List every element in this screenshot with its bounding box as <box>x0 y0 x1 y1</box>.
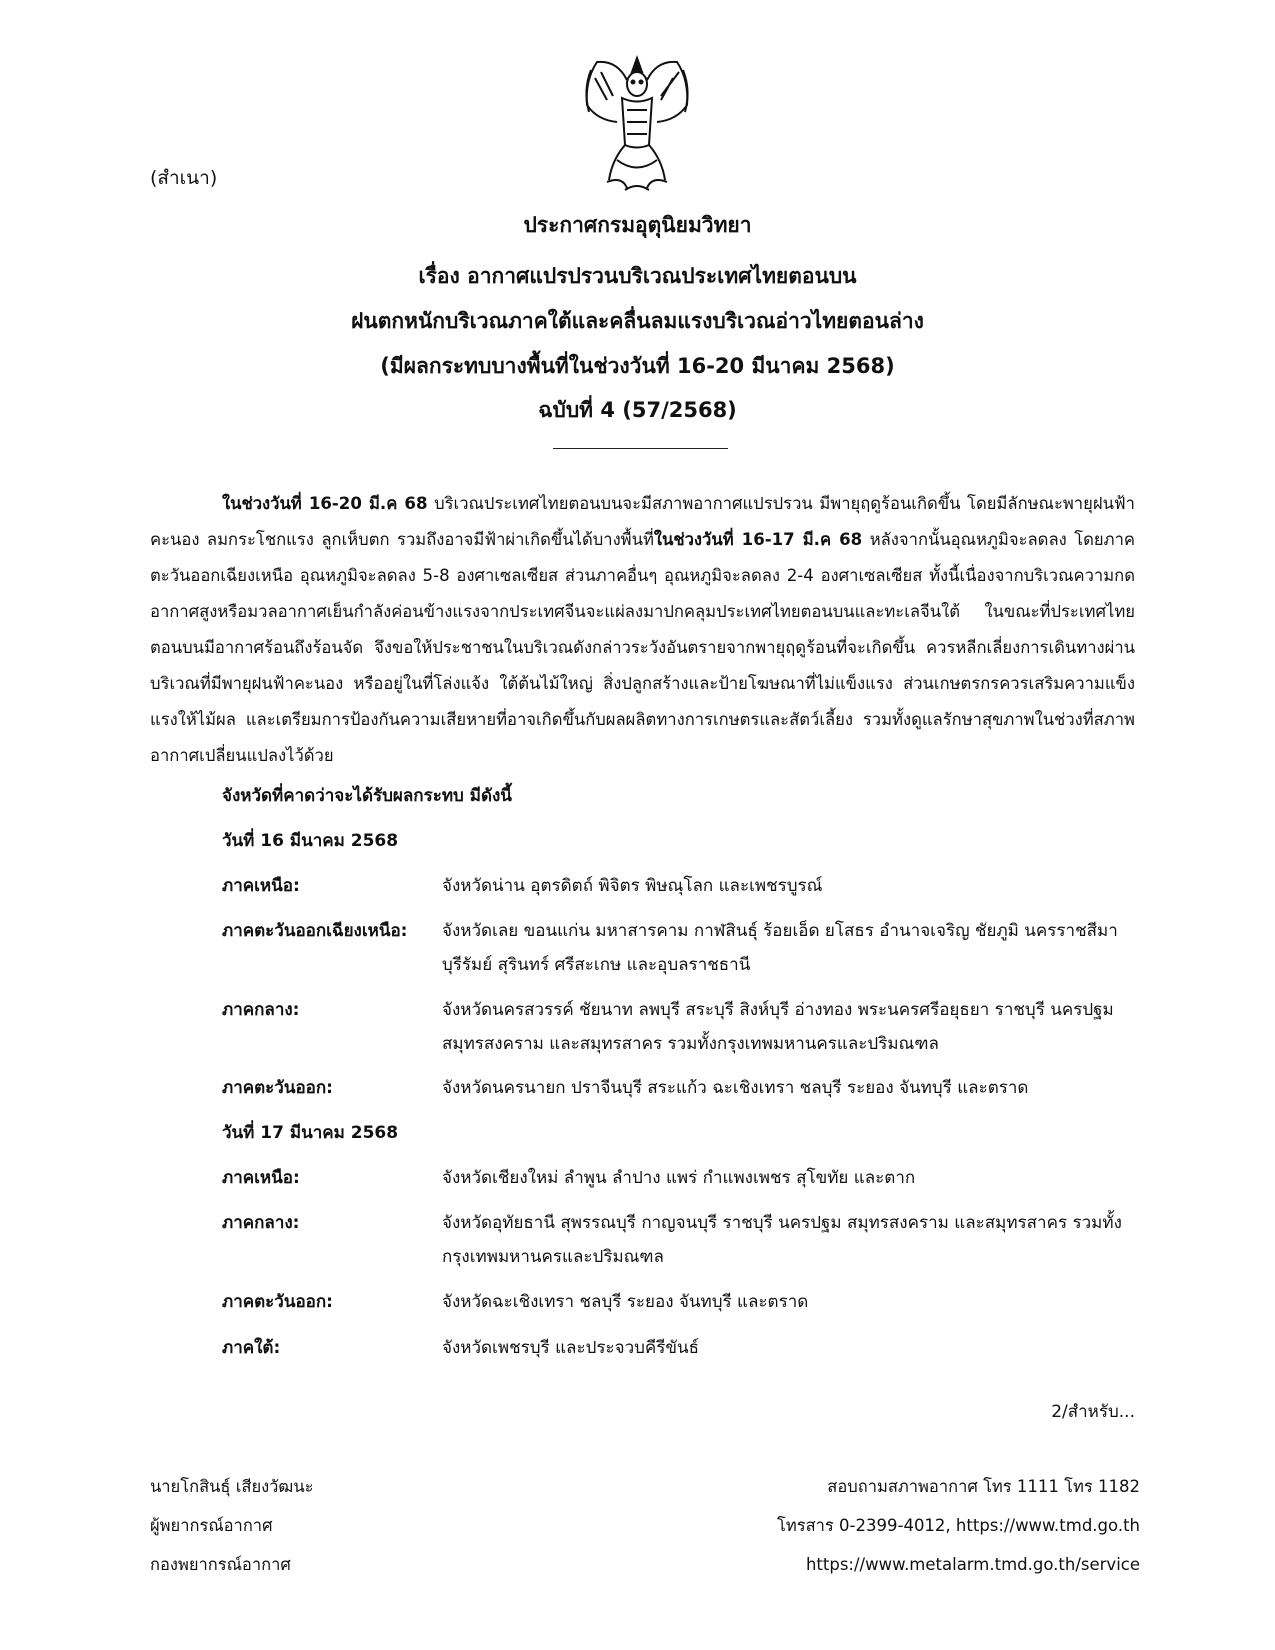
subject-line-1: เรื่อง อากาศแปรปรวนบริเวณประเทศไทยตอนบน <box>418 264 857 288</box>
paragraph-text-2: หลังจากนั้นอุณหภูมิจะลดลง โดยภาคตะวันออกเฉียงเหนือ อุณหภูมิจะลดลง 5-8 องศาเซลเซียส ส่วนภาคอื่นๆ อุณหภูมิจะลดลง 2-4 องศาเซลเซียส ทั้งนี้เนื่องจากบริเวณความกดอากาศสูงหรือมวลอากาศเย็นกำลังค่อนข้างแรงจากประเทศจีนจะแผ่ลงมาปกคลุมประเทศไทยตอนบนและทะเลจีนใต้ ในขณะที่ประเทศไทยตอนบนมีอากาศร้อนถึงร้อนจัด จึงขอให้ประชาชนในบริเวณดังกล่าวระวังอันตรายจากพายุฤดูร้อนที่จะเกิดขึ้น ควรหลีกเลี่ยงการเดินทางผ่านบริเวณที่มีพายุฝนฟ้าคะนอง หรืออยู่ในที่โล่งแจ้ง ใต้ต้นไม้ใหญ่ สิ่งปลูกสร้างและป้ายโฆษณาที่ไม่แข็งแรง ส่วนเกษตรกรควรเสริมความแข็งแรงให้ไม้ผล และเตรียมการป้องกันความเสียหายที่อาจเกิดขึ้นกับผลผลิตทางการเกษตรและสัตว์เลี้ยง รวมทั้งดูแลรักษาสุขภาพในช่วงที่สภาพอากาศเปลี่ยนแปลงไว้ด้วย <box>150 530 1135 765</box>
continue-mark: 2/สำหรับ... <box>1051 1402 1135 1422</box>
day-title: วันที่ 16 มีนาคม 2568 <box>222 831 399 851</box>
region-provinces: จังหวัดเลย ขอนแก่น มหาสารคาม กาฬสินธุ์ ร้อยเอ็ด ยโสธร อำนาจเจริญ ชัยภูมิ นครราชสีมา บุรีรัมย์ สุรินทร์ ศรีสะเกษ และอุบลราชธานี <box>442 921 1118 975</box>
contact-fax-website: โทรสาร 0-2399-4012, https://www.tmd.go.th <box>777 1516 1140 1535</box>
issue-number: ฉบับที่ 4 (57/2568) <box>538 398 737 422</box>
region-label: ภาคตะวันออก: <box>222 1078 333 1098</box>
footer-contact <box>777 1467 1140 1584</box>
day-title: วันที่ 17 มีนาคม 2568 <box>222 1123 399 1143</box>
subject-line-3: (มีผลกระทบบางพื้นที่ในช่วงวันที่ 16-20 มีนาคม 2568) <box>380 354 895 378</box>
copy-mark: (สำเนา) <box>150 167 218 189</box>
region-provinces: จังหวัดอุทัยธานี สุพรรณบุรี กาญจนบุรี ราชบุรี นครปฐม สมุทรสงคราม และสมุทรสาคร รวมทั้งกรุงเทพมหานครและปริมณฑล <box>442 1213 1122 1267</box>
region-label: ภาคตะวันออกเฉียงเหนือ: <box>222 921 408 941</box>
contact-service-link[interactable]: https://www.metalarm.tmd.go.th/service <box>805 1555 1140 1574</box>
region-label: ภาคใต้: <box>222 1338 281 1358</box>
region-label: ภาคเหนือ: <box>222 876 300 896</box>
affected-provinces-heading: จังหวัดที่คาดว่าจะได้รับผลกระทบ มีดังนี้ <box>222 786 512 806</box>
title-divider <box>553 448 728 449</box>
region-label: ภาคกลาง: <box>222 1213 300 1233</box>
paragraph-lead-bold: ในช่วงวันที่ 16-20 มี.ค 68 <box>222 494 428 513</box>
garuda-emblem-icon <box>577 50 697 200</box>
region-label: ภาคเหนือ: <box>222 1168 300 1188</box>
region-provinces: จังหวัดเพชรบุรี และประจวบคีรีขันธ์ <box>442 1338 700 1358</box>
document-title: ประกาศกรมอุตุนิยมวิทยา <box>523 213 752 237</box>
paragraph-text-1: บริเวณประเทศไทยตอนบนจะมีสภาพอากาศแปรปรวน มีพายุฤดูร้อนเกิดขึ้น โดยมีลักษณะพายุฝนฟ้าคะนอง ลมกระโชกแรง ลูกเห็บตก รวมถึงอาจมีฟ้าผ่าเกิดขึ้นได้บางพื้นที่ <box>150 494 1135 549</box>
region-label: ภาคตะวันออก: <box>222 1292 333 1312</box>
footer-signatory <box>150 1467 313 1584</box>
main-paragraph <box>150 486 1135 774</box>
region-label: ภาคกลาง: <box>222 1000 300 1020</box>
signatory-name: นายโกสินธุ์ เสียงวัฒนะ <box>150 1477 314 1496</box>
region-provinces: จังหวัดนครสวรรค์ ชัยนาท ลพบุรี สระบุรี สิงห์บุรี อ่างทอง พระนครศรีอยุธยา ราชบุรี นครปฐม สมุทรสงคราม และสมุทรสาคร รวมทั้งกรุงเทพมหานครและปริมณฑล <box>442 1000 1114 1054</box>
signatory-position: ผู้พยากรณ์อากาศ <box>150 1516 273 1535</box>
region-provinces: จังหวัดนครนายก ปราจีนบุรี สระแก้ว ฉะเชิงเทรา ชลบุรี ระยอง จันทบุรี และตราด <box>442 1078 1029 1098</box>
region-provinces: จังหวัดน่าน อุตรดิตถ์ พิจิตร พิษณุโลก และเพชรบูรณ์ <box>442 876 823 896</box>
paragraph-mid-bold: ในช่วงวันที่ 16-17 มี.ค 68 <box>653 530 863 549</box>
signatory-division: กองพยากรณ์อากาศ <box>150 1555 291 1574</box>
contact-phone: สอบถามสภาพอากาศ โทร 1111 โทร 1182 <box>827 1477 1140 1496</box>
region-provinces: จังหวัดเชียงใหม่ ลำพูน ลำปาง แพร่ กำแพงเพชร สุโขทัย และตาก <box>442 1168 916 1188</box>
subject-line-2: ฝนตกหนักบริเวณภาคใต้และคลื่นลมแรงบริเวณอ่าวไทยตอนล่าง <box>351 309 924 333</box>
region-provinces: จังหวัดฉะเชิงเทรา ชลบุรี ระยอง จันทบุรี และตราด <box>442 1292 809 1312</box>
